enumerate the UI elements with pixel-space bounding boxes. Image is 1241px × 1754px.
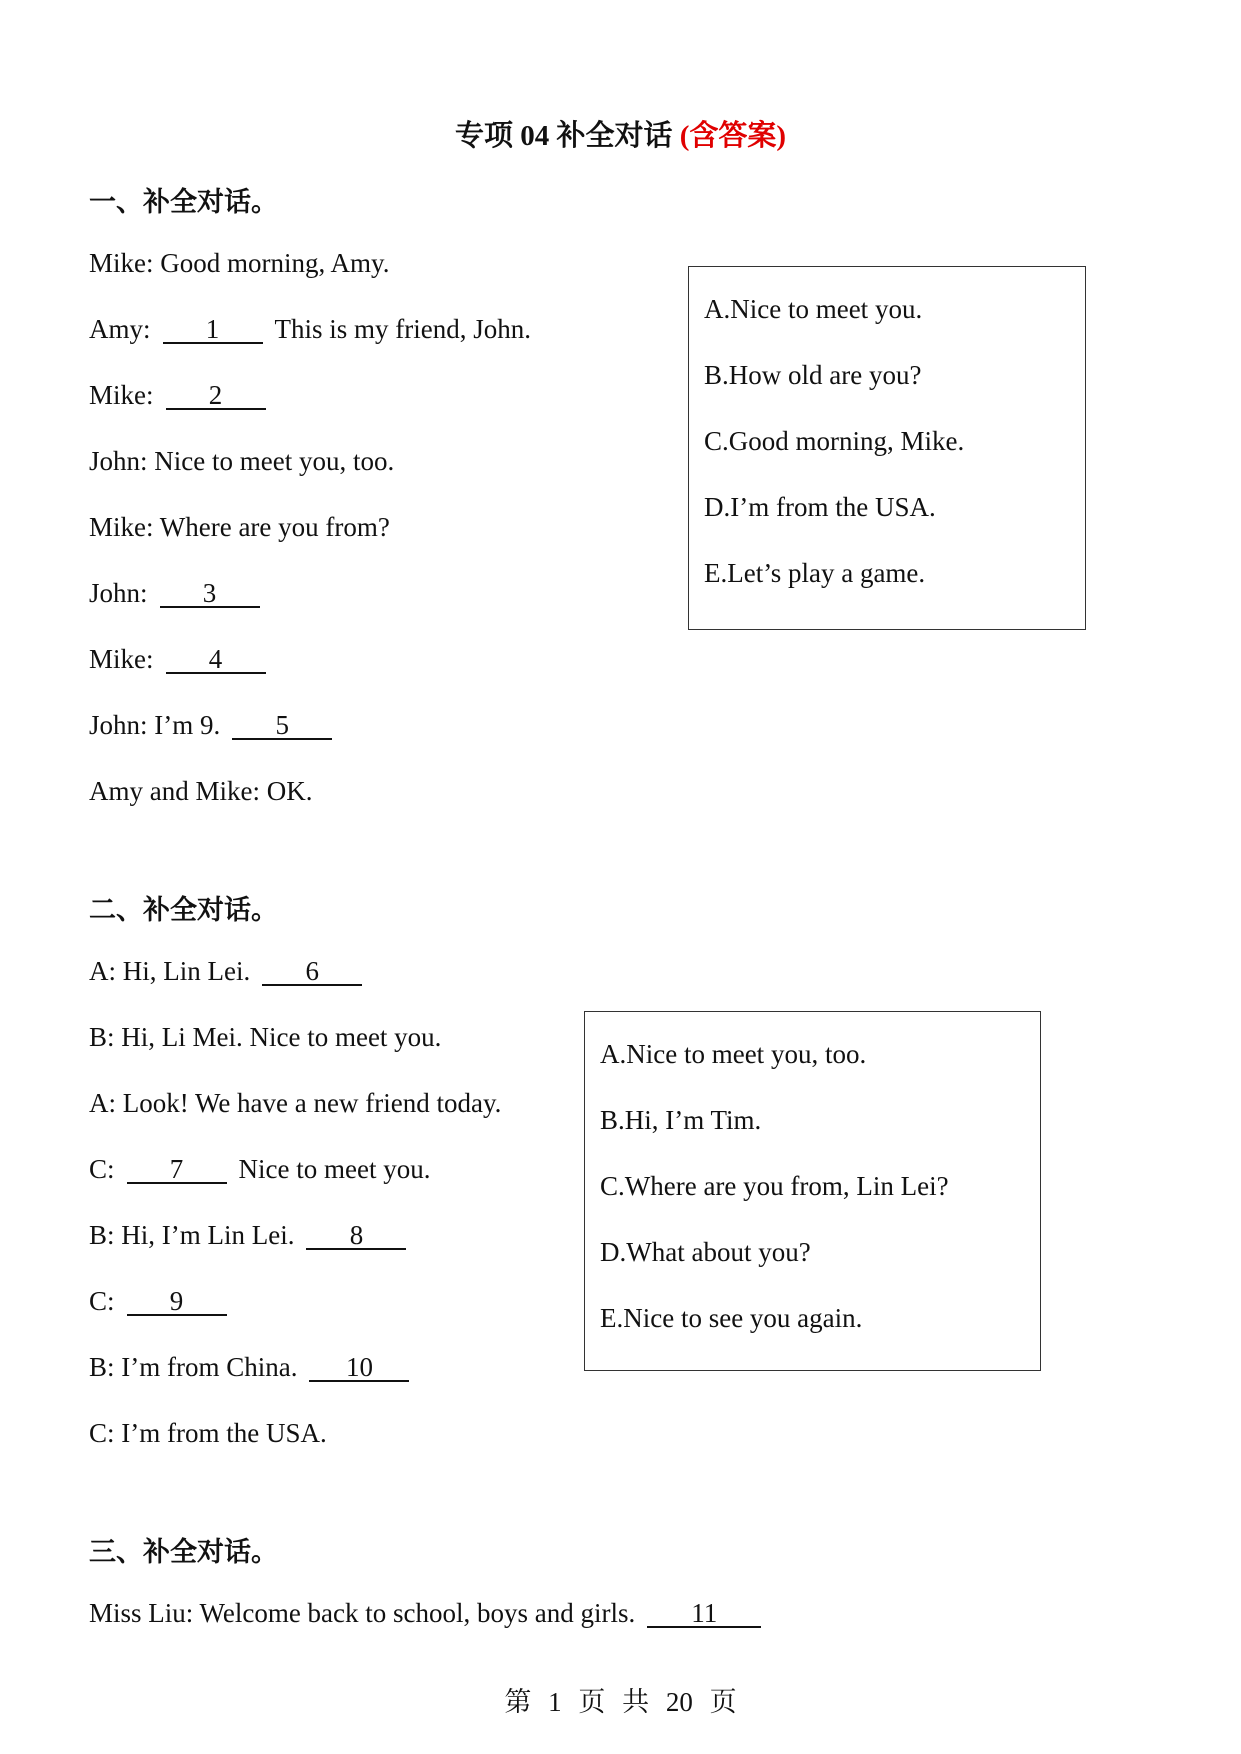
dialogue-text: B: Hi, Li Mei. Nice to meet you. bbox=[89, 1022, 442, 1052]
dialogue-text: B: Hi, I’m Lin Lei. bbox=[89, 1220, 295, 1250]
dialogue-text: John: I’m 9. bbox=[89, 710, 221, 740]
page-footer: 第 1 页 共 20 页 bbox=[504, 1687, 737, 1717]
dialogue-text: Miss Liu: Welcome back to school, boys and girls. bbox=[89, 1598, 636, 1628]
dialogue-text: B: I’m from China. bbox=[89, 1352, 298, 1382]
dialogue-text: John: Nice to meet you, too. bbox=[89, 446, 395, 476]
dialogue-text: C: I’m from the USA. bbox=[89, 1418, 327, 1448]
dialogue-text: Amy and Mike: OK. bbox=[89, 776, 313, 806]
dialogue-text: Mike: Where are you from? bbox=[89, 512, 390, 542]
option-item: B.How old are you? bbox=[704, 360, 922, 390]
section2-options-box bbox=[584, 1011, 1041, 1371]
dialogue-text-after-blank: This is my friend, John. bbox=[274, 314, 532, 344]
dialogue-line bbox=[89, 512, 390, 543]
answer-blank[interactable]: 3 bbox=[160, 580, 260, 608]
dialogue-text: Mike: Good morning, Amy. bbox=[89, 248, 390, 278]
answer-blank[interactable]: 8 bbox=[306, 1222, 406, 1250]
dialogue-text: A: Look! We have a new friend today. bbox=[89, 1088, 502, 1118]
answer-blank[interactable]: 11 bbox=[647, 1600, 761, 1628]
dialogue-line bbox=[89, 248, 390, 279]
section3-heading: 三、补全对话。 bbox=[89, 1537, 278, 1567]
answer-blank[interactable]: 4 bbox=[166, 646, 266, 674]
title-answers-note: (含答案) bbox=[679, 120, 787, 152]
dialogue-line bbox=[89, 776, 312, 807]
option-item: D.I’m from the USA. bbox=[704, 492, 936, 522]
dialogue-line bbox=[89, 446, 394, 477]
answer-blank[interactable]: 10 bbox=[309, 1354, 409, 1382]
dialogue-line bbox=[89, 578, 272, 609]
dialogue-text: Mike: bbox=[89, 380, 154, 410]
page-title bbox=[0, 113, 1241, 154]
answer-blank[interactable]: 5 bbox=[232, 712, 332, 740]
option-item: E.Let’s play a game. bbox=[704, 558, 926, 588]
dialogue-text: John: bbox=[89, 578, 148, 608]
dialogue-line bbox=[89, 956, 374, 987]
dialogue-line bbox=[89, 1022, 441, 1053]
dialogue-line bbox=[89, 1088, 501, 1119]
dialogue-line bbox=[89, 1418, 327, 1449]
dialogue-line bbox=[89, 1598, 773, 1629]
option-item: D.What about you? bbox=[600, 1237, 811, 1267]
dialogue-line bbox=[89, 1286, 239, 1317]
option-item: C.Where are you from, Lin Lei? bbox=[600, 1171, 949, 1201]
option-item: A.Nice to meet you, too. bbox=[600, 1039, 867, 1069]
dialogue-line bbox=[89, 644, 278, 675]
dialogue-text: Amy: bbox=[89, 314, 151, 344]
dialogue-line bbox=[89, 1220, 418, 1251]
dialogue-line bbox=[89, 1352, 421, 1383]
answer-blank[interactable]: 1 bbox=[163, 316, 263, 344]
answer-blank[interactable]: 7 bbox=[127, 1156, 227, 1184]
title-main: 专项 04 补全对话 bbox=[454, 120, 673, 152]
dialogue-text: Mike: bbox=[89, 644, 154, 674]
answer-blank[interactable]: 9 bbox=[127, 1288, 227, 1316]
dialogue-line bbox=[89, 314, 531, 345]
dialogue-text: A: Hi, Lin Lei. bbox=[89, 956, 251, 986]
answer-blank[interactable]: 6 bbox=[262, 958, 362, 986]
dialogue-text-after-blank: Nice to meet you. bbox=[238, 1154, 431, 1184]
dialogue-text: C: bbox=[89, 1286, 115, 1316]
option-item: C.Good morning, Mike. bbox=[704, 426, 965, 456]
section2-heading: 二、补全对话。 bbox=[89, 895, 278, 925]
section1-heading: 一、补全对话。 bbox=[89, 187, 278, 217]
dialogue-line bbox=[89, 380, 278, 411]
dialogue-line bbox=[89, 1154, 430, 1185]
section1-options-box bbox=[688, 266, 1086, 630]
option-item: B.Hi, I’m Tim. bbox=[600, 1105, 762, 1135]
option-item: E.Nice to see you again. bbox=[600, 1303, 863, 1333]
dialogue-line bbox=[89, 710, 344, 741]
option-item: A.Nice to meet you. bbox=[704, 294, 923, 324]
dialogue-text: C: bbox=[89, 1154, 115, 1184]
answer-blank[interactable]: 2 bbox=[166, 382, 266, 410]
